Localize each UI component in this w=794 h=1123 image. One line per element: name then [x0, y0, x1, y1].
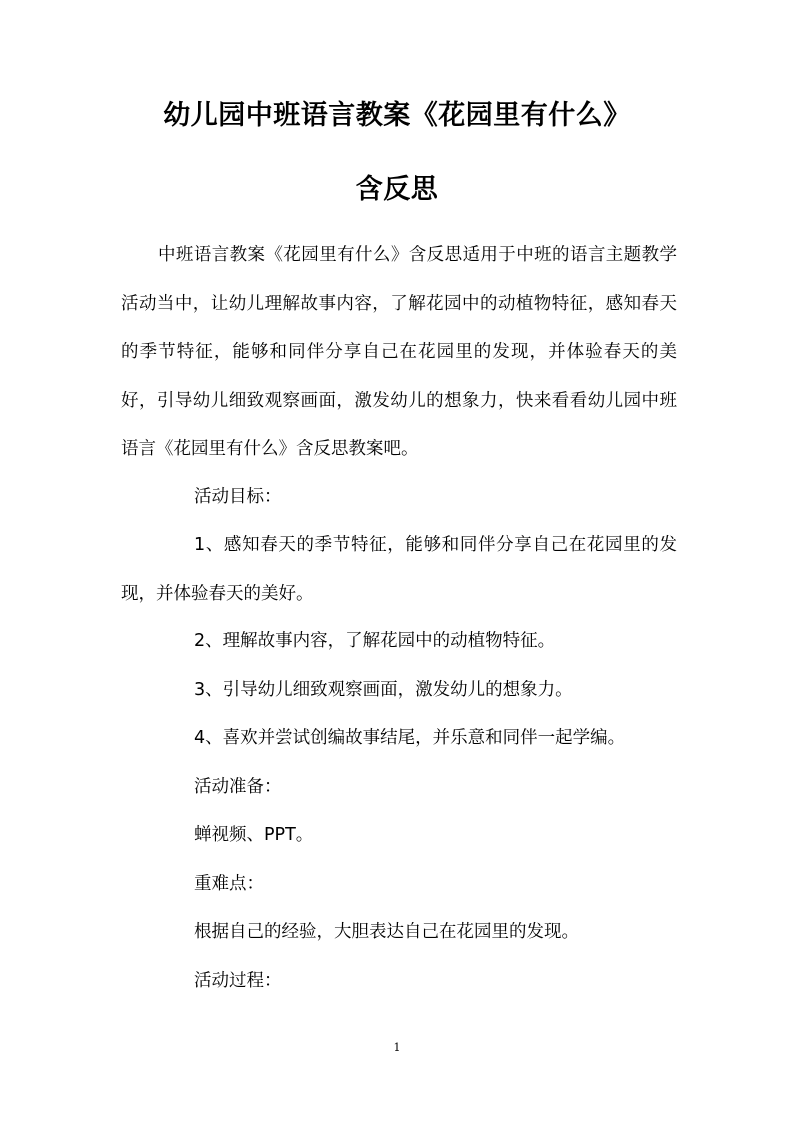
- document-title-line-2: 含反思: [355, 174, 439, 205]
- objective-item-4: 4、喜欢并尝试创编故事结尾，并乐意和同伴一起学编。: [194, 728, 626, 748]
- process-heading: 活动过程：: [194, 971, 282, 991]
- preparation-text: 蝉视频、PPT。: [194, 825, 314, 845]
- intro-paragraph: 中班语言教案《花园里有什么》含反思适用于中班的语言主题教学活动当中，让幼儿理解故事内容，了解花园中的动植物特征，感知春天的季节特征，能够和同伴分享自己在花园里的发现，并体验春天的美好，引导幼儿细致观察画面，激发幼儿的想象力，快来看看幼儿园中班语言《花园里有什么》含反思教案吧。: [121, 245, 677, 459]
- preparation-heading: 活动准备：: [194, 777, 282, 797]
- objectives-heading: 活动目标：: [194, 487, 282, 507]
- objective-item-3: 3、引导幼儿细致观察画面，激发幼儿的想象力。: [194, 680, 573, 700]
- objective-item-2: 2、理解故事内容，了解花园中的动植物特征。: [194, 631, 556, 651]
- key-points-heading: 重难点：: [194, 874, 264, 894]
- document-title-line-1: 幼儿园中班语言教案《花园里有什么》: [163, 100, 631, 131]
- objective-item-1: 1、感知春天的季节特征，能够和同伴分享自己在花园里的发现，并体验春天的美好。: [121, 535, 677, 604]
- page-number: 1: [393, 1041, 401, 1054]
- key-points-text: 根据自己的经验，大胆表达自己在花园里的发现。: [194, 922, 579, 942]
